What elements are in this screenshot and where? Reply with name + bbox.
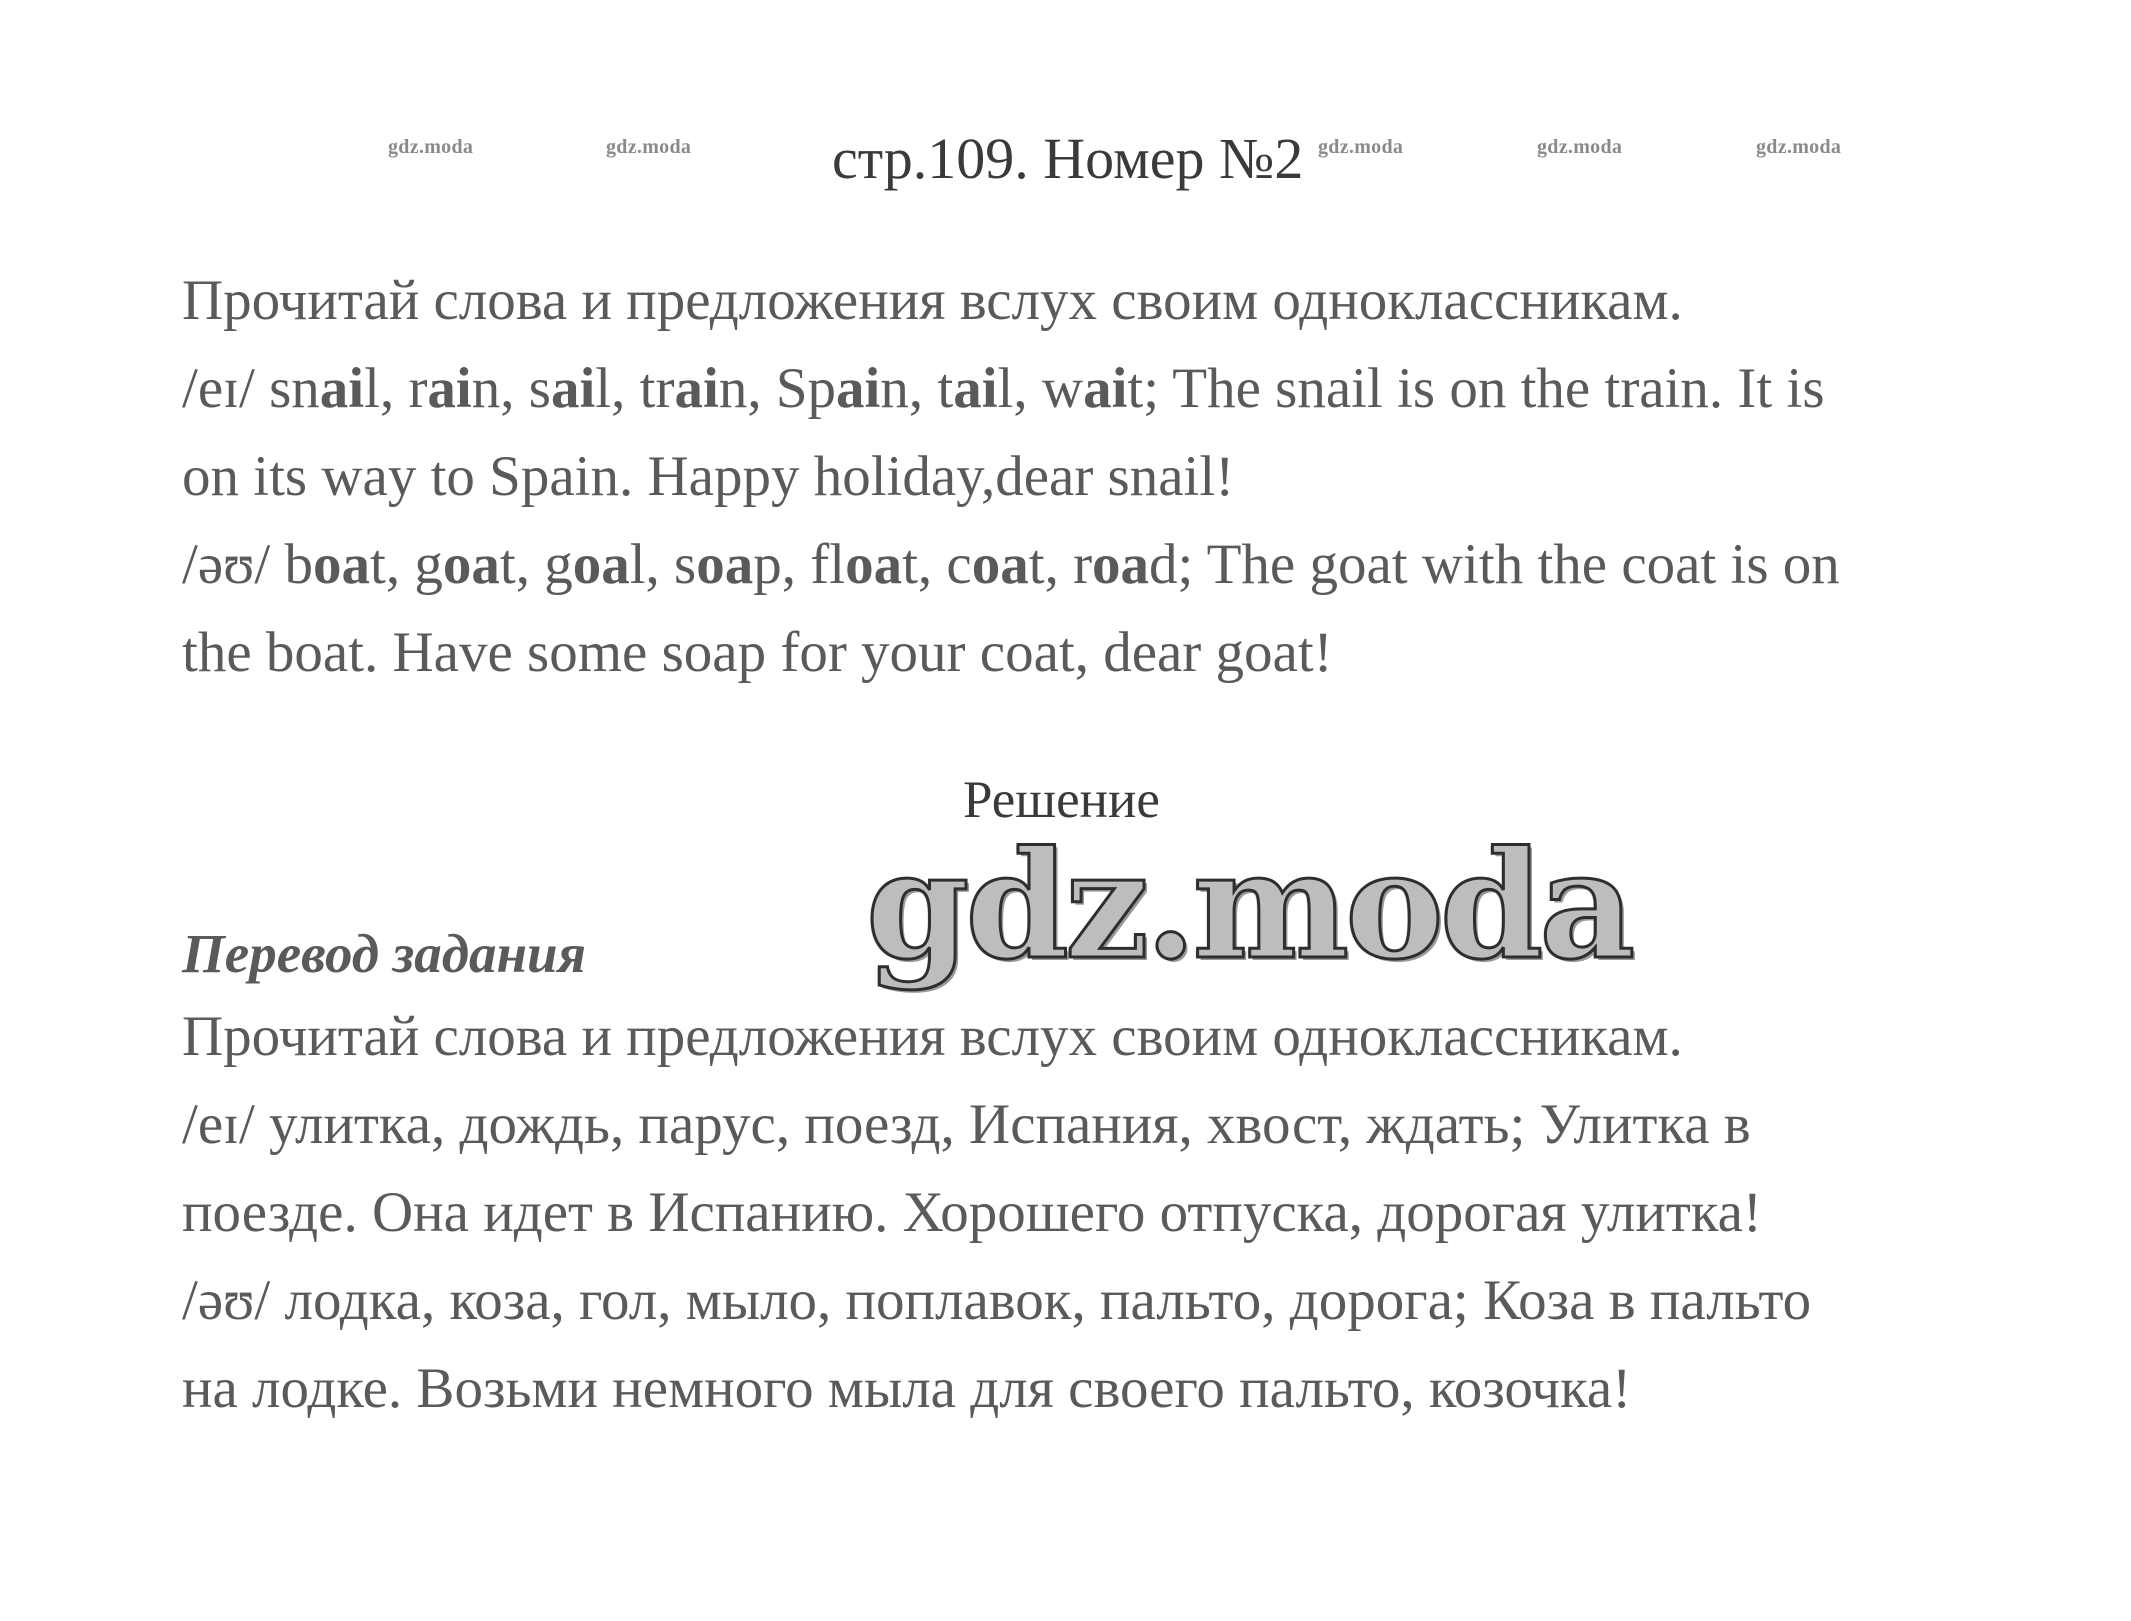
word-prefix: fl [810,533,846,596]
ei-sentence-start: ; The snail is on the train. It is [1143,357,1825,420]
ei-words-line [182,356,1825,421]
ou-sentence-start: ; The goat with the coat is on [1177,533,1840,596]
word-highlighted-letters: ai [319,357,365,420]
ei-word-list [269,357,1143,420]
word-separator: , [1044,533,1074,596]
word-separator: , [379,357,409,420]
word-separator: , [500,357,529,420]
phonics-word [544,533,645,596]
ipa-symbol: /eɪ/ [182,357,255,420]
watermark-text: gdz.moda [388,136,474,158]
phonics-word [810,533,918,596]
word-highlighted-letters: oa [442,533,500,596]
word-highlighted-letters: oa [572,533,630,596]
word-suffix: t [499,533,516,596]
word-highlighted-letters: oa [696,533,754,596]
word-separator: , [1013,357,1042,420]
word-separator: , [385,533,415,596]
word-prefix: sn [269,357,320,420]
word-separator: , [611,357,640,420]
word-separator: , [645,533,675,596]
word-separator: , [515,533,545,596]
watermark-text: gdz.moda [1756,136,1842,158]
ou-word-list [285,533,1178,596]
task-instruction: Прочитай слова и предложения вслух своим одноклассникам. [182,269,1683,332]
watermark-text: gdz.moda [606,136,692,158]
word-suffix: d [1149,533,1178,596]
translation-heading: Перевод задания [182,923,586,984]
watermark-text: gdz.moda [1537,136,1623,158]
word-highlighted-letters: ai [674,357,719,420]
translation-line: /eɪ/ улитка, дождь, парус, поезд, Испания, хвост, ждать; Улитка в [182,1093,1751,1156]
ei-sentence-continued: on its way to Spain. Happy holiday,dear snail! [182,445,1235,508]
word-prefix: w [1041,357,1084,420]
word-highlighted-letters: oa [845,533,903,596]
phonics-word [1042,357,1143,420]
phonics-word [269,357,380,420]
phonics-word [285,533,386,596]
word-prefix: c [946,533,972,596]
word-highlighted-letters: oa [971,533,1029,596]
word-suffix: t [1028,533,1045,596]
word-prefix: b [284,533,314,596]
word-highlighted-letters: ai [836,357,881,420]
phonics-word [946,533,1044,596]
word-prefix: t [937,357,954,420]
word-suffix: l [364,357,380,420]
phonics-word [529,357,611,420]
word-suffix: p [753,533,782,596]
translation-line: на лодке. Возьми немного мыла для своего пальто, козочка! [182,1357,1632,1420]
ou-words-line [182,532,1840,597]
phonics-word [1073,533,1177,596]
translation-line: поезде. Она идет в Испанию. Хорошего отпуска, дорогая улитка! [182,1181,1762,1244]
word-suffix: t [1127,357,1144,420]
word-highlighted-letters: oa [313,533,371,596]
word-separator: , [781,533,811,596]
ou-sentence-continued: the boat. Have some soap for your coat, dear goat! [182,621,1333,684]
brand-watermark-logo: gdz.moda [866,818,1632,992]
word-prefix: tr [639,357,675,420]
word-suffix: l [629,533,646,596]
word-prefix: r [1073,533,1093,596]
word-highlighted-letters: ai [550,357,596,420]
word-prefix: Sp [775,357,837,420]
word-suffix: t [902,533,918,596]
word-separator: , [747,357,776,420]
word-highlighted-letters: ai [1083,357,1128,420]
phonics-word [937,357,1013,420]
watermark-text: gdz.moda [1318,136,1404,158]
phonics-word [776,357,909,420]
phonics-word [414,533,515,596]
word-suffix: t [370,533,386,596]
phonics-word [674,533,782,596]
word-suffix: l [997,357,1014,420]
phonics-word [408,357,500,420]
word-separator: , [917,533,947,596]
ipa-symbol: /əʊ/ [182,533,271,596]
word-separator: , [908,357,938,420]
word-highlighted-letters: ai [427,357,472,420]
word-suffix: n [471,357,501,420]
word-prefix: g [414,533,443,596]
word-highlighted-letters: ai [953,357,998,420]
word-suffix: n [718,357,748,420]
translation-line: Прочитай слова и предложения вслух своим одноклассникам. [182,1005,1683,1068]
word-prefix: g [544,533,573,596]
word-prefix: s [528,357,551,420]
solution-heading: Решение [963,771,1160,829]
word-prefix: r [408,357,428,420]
page-title: стр.109. Номер №2 [832,126,1304,191]
phonics-word [640,357,748,420]
word-suffix: l [595,357,612,420]
word-prefix: s [674,533,697,596]
translation-line: /əʊ/ лодка, коза, гол, мыло, поплавок, пальто, дорога; Коза в пальто [182,1269,1812,1332]
word-suffix: n [880,357,909,420]
word-highlighted-letters: oa [1092,533,1150,596]
